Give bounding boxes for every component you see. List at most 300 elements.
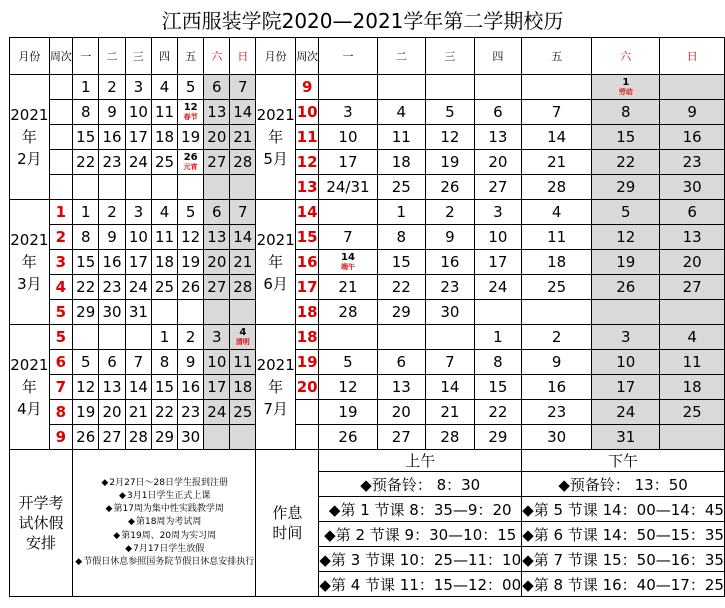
afternoon-slot: ◆第 8 节课 16：40—17：25 (522, 572, 725, 597)
week-number (49, 125, 72, 150)
holiday-name: 清明 (235, 338, 250, 346)
afternoon-slot: ◆第 7 节课 15：50—16：35 (522, 547, 725, 572)
day-cell (592, 75, 660, 100)
day-cell: 9 (426, 225, 475, 250)
day-cell: 3 (592, 325, 660, 350)
day-cell: 29 (377, 300, 426, 325)
note-text: 2月27日～28日学生报到注册 (109, 477, 229, 488)
diamond-bullet-icon: ◆ (101, 477, 109, 488)
day-cell (152, 300, 178, 325)
calendar-week-row (10, 425, 725, 450)
week-number: 9 (49, 425, 72, 450)
day-cell (592, 300, 660, 325)
day-cell: 7 (522, 100, 592, 125)
week-number: 13 (296, 175, 319, 200)
day-cell: 6 (474, 100, 521, 125)
day-cell (178, 150, 204, 175)
day-cell: 17 (319, 150, 377, 175)
day-cell: 16 (99, 125, 125, 150)
day-cell (522, 75, 592, 100)
notes-label (10, 450, 73, 597)
note-text: 第19周、20周为实习周 (121, 530, 217, 541)
week-number: 16 (296, 250, 319, 275)
calendar-week-row (10, 125, 725, 150)
day-cell (99, 325, 125, 350)
day-cell: 25 (377, 175, 426, 200)
day-cell: 12 (178, 225, 204, 250)
week-number: 2 (49, 225, 72, 250)
month-label-line: 2021年 (256, 231, 295, 271)
holiday-name: 元宵 (183, 163, 198, 171)
day-cell: 28 (125, 425, 151, 450)
header-mon: 一 (73, 38, 99, 75)
day-cell (319, 75, 377, 100)
day-cell: 17 (592, 375, 660, 400)
month-label (10, 325, 50, 450)
day-cell: 21 (230, 250, 256, 275)
week-number: 8 (49, 400, 72, 425)
day-cell: 13 (377, 375, 426, 400)
morning-slot: ◆第 1 节课 8：35—9：20 (319, 497, 522, 522)
day-cell: 17 (125, 125, 151, 150)
day-cell: 8 (592, 100, 660, 125)
day-cell (230, 175, 256, 200)
day-cell (319, 200, 377, 225)
day-cell: 13 (204, 100, 230, 125)
day-cell: 22 (73, 275, 99, 300)
day-cell: 24 (125, 275, 151, 300)
day-cell (660, 300, 725, 325)
week-number: 6 (49, 350, 72, 375)
diamond-bullet-icon: ◆ (105, 504, 113, 515)
day-cell: 4 (522, 200, 592, 225)
month-label-line: 6月 (263, 275, 288, 293)
day-cell: 23 (178, 400, 204, 425)
note-item (73, 477, 255, 490)
day-cell: 16 (660, 125, 725, 150)
day-cell: 16 (99, 250, 125, 275)
day-cell: 16 (522, 375, 592, 400)
header-wed: 三 (125, 38, 151, 75)
holiday-date: 26 (183, 152, 198, 163)
calendar-week-row (10, 400, 725, 425)
month-label-line: 2021年 (10, 356, 49, 396)
day-cell (660, 425, 725, 450)
header-fri: 五 (522, 38, 592, 75)
day-cell (230, 300, 256, 325)
day-cell (204, 425, 230, 450)
morning-slot: ◆第 3 节课 10：25—11：10 (319, 547, 522, 572)
day-cell: 4 (152, 75, 178, 100)
notes-label-line: 开学考 (18, 494, 64, 512)
day-cell: 28 (230, 275, 256, 300)
day-cell: 21 (125, 400, 151, 425)
week-number: 18 (296, 300, 319, 325)
day-cell: 18 (377, 150, 426, 175)
month-label (256, 325, 296, 450)
day-cell: 15 (73, 250, 99, 275)
day-cell: 25 (522, 275, 592, 300)
day-cell: 3 (204, 325, 230, 350)
day-cell: 8 (474, 350, 521, 375)
day-cell: 14 (230, 225, 256, 250)
day-cell: 30 (178, 425, 204, 450)
day-cell: 10 (125, 100, 151, 125)
week-number: 11 (296, 125, 319, 150)
day-cell: 21 (230, 125, 256, 150)
day-cell: 24/31 (319, 175, 377, 200)
day-cell: 28 (230, 150, 256, 175)
day-cell: 22 (73, 150, 99, 175)
header-wed: 三 (426, 38, 475, 75)
notes-label-text (10, 493, 72, 553)
day-cell: 5 (426, 100, 475, 125)
day-cell: 1 (152, 325, 178, 350)
day-cell: 25 (660, 400, 725, 425)
day-cell: 21 (522, 150, 592, 175)
day-cell: 27 (99, 425, 125, 450)
note-item (73, 516, 255, 529)
day-cell: 15 (377, 250, 426, 275)
day-cell: 9 (99, 100, 125, 125)
day-cell: 18 (230, 375, 256, 400)
day-cell (426, 75, 475, 100)
day-cell (230, 425, 256, 450)
week-number: 10 (296, 100, 319, 125)
header-month: 月份 (10, 38, 50, 75)
day-cell: 31 (125, 300, 151, 325)
calendar-week-row (10, 75, 725, 100)
day-cell: 29 (152, 425, 178, 450)
header-mon: 一 (319, 38, 377, 75)
day-cell: 27 (204, 150, 230, 175)
day-cell: 16 (426, 250, 475, 275)
week-number (49, 100, 72, 125)
day-cell: 1 (73, 200, 99, 225)
day-cell: 1 (377, 200, 426, 225)
day-cell: 4 (152, 200, 178, 225)
day-cell: 11 (522, 225, 592, 250)
day-cell: 10 (319, 125, 377, 150)
note-text: 3月1日学生正式上课 (126, 490, 211, 501)
day-cell: 17 (204, 375, 230, 400)
day-cell: 12 (319, 375, 377, 400)
day-cell: 18 (522, 250, 592, 275)
day-cell: 18 (152, 250, 178, 275)
note-item (73, 556, 255, 569)
day-cell: 24 (204, 400, 230, 425)
day-cell: 31 (592, 425, 660, 450)
day-cell: 6 (660, 200, 725, 225)
day-cell: 8 (73, 100, 99, 125)
day-cell: 20 (204, 125, 230, 150)
month-label (256, 75, 296, 200)
day-cell: 30 (99, 300, 125, 325)
week-number: 17 (296, 275, 319, 300)
day-cell: 28 (426, 425, 475, 450)
day-cell: 13 (204, 225, 230, 250)
day-cell: 29 (592, 175, 660, 200)
day-cell: 3 (319, 100, 377, 125)
afternoon-slot: ◆第 6 节课 14：50—15：35 (522, 522, 725, 547)
day-cell: 26 (592, 275, 660, 300)
day-cell: 30 (522, 425, 592, 450)
week-number: 4 (49, 275, 72, 300)
afternoon-slot: ◆预备铃： 13：50 (522, 472, 725, 497)
day-cell: 20 (377, 400, 426, 425)
day-cell: 2 (426, 200, 475, 225)
day-cell: 26 (73, 425, 99, 450)
day-cell: 2 (99, 75, 125, 100)
day-cell: 6 (204, 200, 230, 225)
day-cell (99, 175, 125, 200)
day-cell: 1 (73, 75, 99, 100)
notes-label-line: 安排 (26, 534, 57, 552)
day-cell: 5 (178, 200, 204, 225)
day-cell: 27 (660, 275, 725, 300)
day-cell (73, 325, 99, 350)
note-text: 第18周为考试周 (135, 517, 202, 528)
day-cell: 28 (319, 300, 377, 325)
day-cell: 2 (99, 200, 125, 225)
day-cell: 9 (178, 350, 204, 375)
header-sat: 六 (592, 38, 660, 75)
day-cell: 13 (660, 225, 725, 250)
day-cell: 19 (592, 250, 660, 275)
day-cell (178, 175, 204, 200)
day-cell: 29 (474, 425, 521, 450)
day-cell: 26 (178, 275, 204, 300)
holiday-name: 端午 (340, 263, 355, 271)
diamond-bullet-icon: ◆ (125, 543, 133, 554)
calendar-week-row (10, 275, 725, 300)
day-cell: 12 (592, 225, 660, 250)
day-cell: 27 (204, 275, 230, 300)
day-cell (230, 325, 256, 350)
schedule-label-line: 作息 (272, 504, 303, 522)
holiday-date: 1 (622, 77, 630, 88)
calendar-week-row (10, 225, 725, 250)
header-week: 周次 (296, 38, 319, 75)
note-text: 7月17日学生放假 (133, 543, 205, 554)
schedule-label (256, 450, 319, 597)
day-cell: 14 (426, 375, 475, 400)
day-cell (204, 175, 230, 200)
day-cell (125, 325, 151, 350)
week-number: 19 (296, 350, 319, 375)
day-cell: 26 (426, 175, 475, 200)
day-cell: 8 (73, 225, 99, 250)
day-cell: 9 (660, 100, 725, 125)
month-label (10, 200, 50, 325)
note-text: 节假日休息参照国务院节假日休息安排执行 (83, 557, 255, 567)
day-cell: 2 (522, 325, 592, 350)
day-cell: 12 (426, 125, 475, 150)
calendar-week-row (10, 375, 725, 400)
week-number (296, 400, 319, 425)
day-cell: 3 (125, 75, 151, 100)
day-cell: 11 (152, 100, 178, 125)
header-thu: 四 (152, 38, 178, 75)
notes-box (73, 450, 256, 597)
day-cell: 13 (474, 125, 521, 150)
week-number: 15 (296, 225, 319, 250)
day-cell: 5 (319, 350, 377, 375)
day-cell (73, 175, 99, 200)
schedule-row (10, 450, 725, 472)
day-cell: 27 (474, 175, 521, 200)
diamond-bullet-icon: ◆ (75, 557, 83, 567)
day-cell: 25 (152, 150, 178, 175)
day-cell: 3 (125, 200, 151, 225)
day-cell: 6 (204, 75, 230, 100)
month-label-line: 2月 (17, 150, 42, 168)
morning-slot: ◆第 4 节课 11：15—12：00 (319, 572, 522, 597)
header-tue: 二 (377, 38, 426, 75)
day-cell: 9 (522, 350, 592, 375)
day-cell: 20 (474, 150, 521, 175)
day-cell: 20 (99, 400, 125, 425)
day-cell: 8 (377, 225, 426, 250)
calendar-week-row (10, 325, 725, 350)
day-cell: 24 (592, 400, 660, 425)
day-cell: 21 (319, 275, 377, 300)
calendar-week-row (10, 300, 725, 325)
day-cell: 13 (99, 375, 125, 400)
month-label-line: 2021年 (256, 106, 295, 146)
diamond-bullet-icon: ◆ (128, 517, 135, 528)
day-cell: 10 (474, 225, 521, 250)
morning-slot: ◆第 2 节课 9：30—10：15 (319, 522, 522, 547)
calendar-week-row (10, 100, 725, 125)
day-cell: 12 (73, 375, 99, 400)
day-cell: 22 (152, 400, 178, 425)
day-cell: 9 (99, 225, 125, 250)
day-cell: 10 (592, 350, 660, 375)
week-number: 5 (49, 325, 72, 350)
month-label (10, 75, 50, 200)
holiday-date: 12 (183, 102, 198, 113)
day-cell: 24 (125, 150, 151, 175)
month-label-line: 5月 (263, 150, 288, 168)
day-cell: 18 (152, 125, 178, 150)
day-cell (474, 300, 521, 325)
day-cell: 25 (230, 400, 256, 425)
diamond-bullet-icon: ◆ (113, 530, 121, 541)
day-cell: 30 (660, 175, 725, 200)
week-number: 7 (49, 375, 72, 400)
day-cell (377, 325, 426, 350)
day-cell: 20 (660, 250, 725, 275)
day-cell: 11 (152, 225, 178, 250)
day-cell: 26 (319, 425, 377, 450)
calendar-body (10, 38, 725, 450)
day-cell: 22 (377, 275, 426, 300)
day-cell: 6 (377, 350, 426, 375)
day-cell: 7 (125, 350, 151, 375)
calendar-week-row (10, 200, 725, 225)
day-cell: 20 (204, 250, 230, 275)
day-cell: 24 (474, 275, 521, 300)
day-cell: 15 (152, 375, 178, 400)
day-cell: 19 (178, 125, 204, 150)
day-cell: 5 (73, 350, 99, 375)
calendar-week-row (10, 350, 725, 375)
day-cell (522, 300, 592, 325)
day-cell: 4 (377, 100, 426, 125)
header-thu: 四 (474, 38, 521, 75)
day-cell: 1 (474, 325, 521, 350)
week-number (296, 425, 319, 450)
day-cell: 19 (426, 150, 475, 175)
day-cell (319, 325, 377, 350)
day-cell: 23 (99, 275, 125, 300)
day-cell: 19 (319, 400, 377, 425)
month-label-line: 2021年 (10, 106, 49, 146)
month-label-line: 2021年 (10, 231, 49, 271)
week-number: 18 (296, 325, 319, 350)
note-item (73, 490, 255, 503)
holiday-name: 劳动 (618, 88, 633, 96)
day-cell: 3 (474, 200, 521, 225)
schedule-label-text (256, 503, 318, 543)
day-cell: 25 (152, 275, 178, 300)
day-cell: 23 (426, 275, 475, 300)
week-number (49, 150, 72, 175)
week-number (49, 175, 72, 200)
day-cell: 23 (522, 400, 592, 425)
month-label-line: 2021年 (256, 356, 295, 396)
day-cell: 23 (99, 150, 125, 175)
header-sun: 日 (660, 38, 725, 75)
day-cell: 14 (522, 125, 592, 150)
week-number: 3 (49, 250, 72, 275)
day-cell: 11 (660, 350, 725, 375)
day-cell: 14 (125, 375, 151, 400)
day-cell: 15 (592, 125, 660, 150)
calendar-table (9, 37, 725, 597)
header-fri: 五 (178, 38, 204, 75)
day-cell: 21 (426, 400, 475, 425)
month-label-line: 3月 (17, 275, 42, 293)
week-number: 5 (49, 300, 72, 325)
day-cell: 10 (204, 350, 230, 375)
note-item (73, 543, 255, 556)
day-cell (474, 75, 521, 100)
page-title: 江西服装学院2020—2021学年第二学期校历 (161, 9, 564, 33)
day-cell: 14 (230, 100, 256, 125)
day-cell (377, 75, 426, 100)
day-cell: 7 (319, 225, 377, 250)
day-cell: 22 (592, 150, 660, 175)
day-cell: 6 (99, 350, 125, 375)
day-cell: 5 (178, 75, 204, 100)
day-cell: 7 (426, 350, 475, 375)
month-label-line: 7月 (263, 400, 288, 418)
morning-label: 上午 (319, 450, 522, 472)
day-cell (125, 175, 151, 200)
day-cell: 16 (178, 375, 204, 400)
day-cell (178, 300, 204, 325)
day-cell: 28 (522, 175, 592, 200)
header-sun: 日 (230, 38, 256, 75)
day-cell: 11 (230, 350, 256, 375)
day-cell: 15 (474, 375, 521, 400)
holiday-name: 春节 (183, 113, 198, 121)
day-cell (426, 325, 475, 350)
schedule-section (10, 450, 725, 597)
header-tue: 二 (99, 38, 125, 75)
